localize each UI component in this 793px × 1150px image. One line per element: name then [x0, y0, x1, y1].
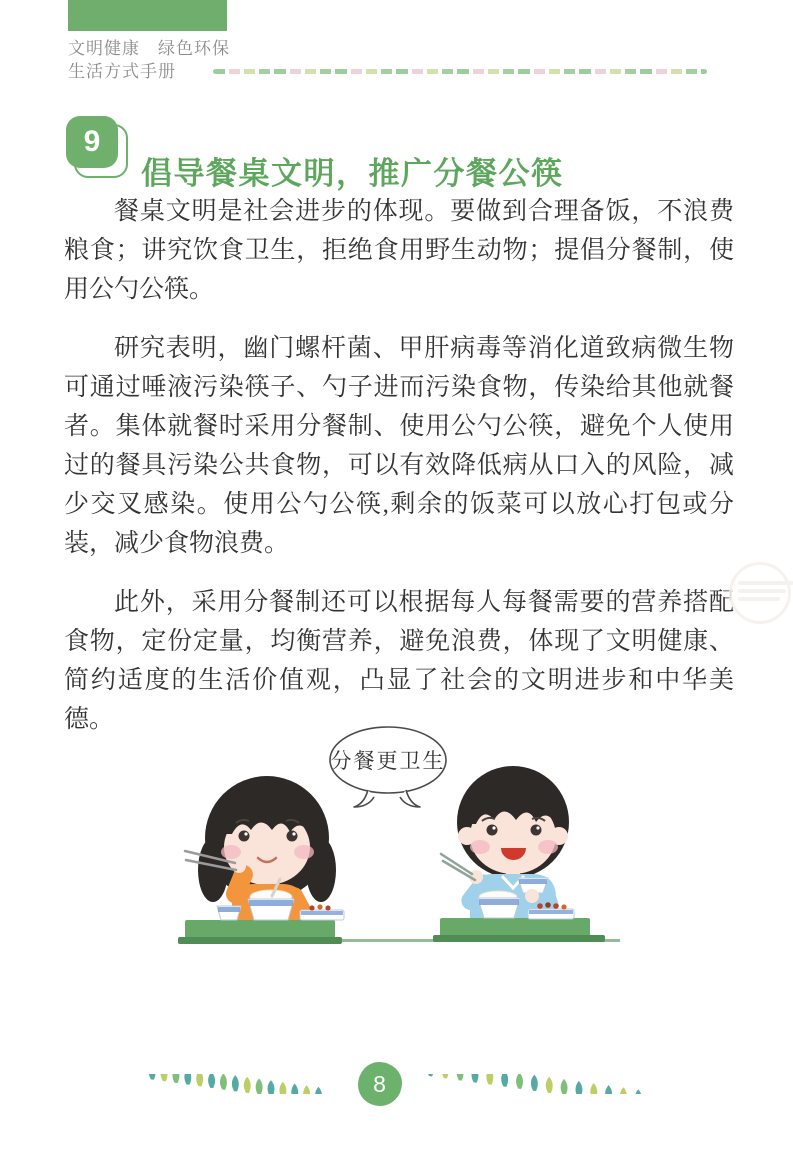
brand-color-bar [68, 0, 227, 31]
girl-eating-figure [178, 776, 344, 944]
children-dining-illustration [140, 720, 660, 976]
section-number-badge: 9 [66, 116, 118, 168]
dashed-divider [213, 69, 707, 74]
brand-line-1: 文明健康 绿色环保 [68, 39, 230, 58]
boy-eating-figure [433, 766, 605, 942]
paragraph: 研究表明，幽门螺杆菌、甲肝病毒等消化道致病微生物可通过唾液污染筷子、勺子进而污染食物，传染给其他就餐者。集体就餐时采用分餐制、使用公勺公筷，避免个人使用过的餐具污染公共食物，可以有效降低病从口入的风险，减少交叉感染。使用公勺公筷,剩余的饭菜可以放心打包或分装，减少食物浪费。 [64, 335, 734, 557]
speech-bubble-text: 分餐更卫生 [330, 749, 446, 773]
brand-line-2: 生活方式手册 [68, 62, 176, 81]
article-body [64, 192, 734, 759]
page-footer [0, 1062, 793, 1106]
paragraph: 此外，采用分餐制还可以根据每人每餐需要的营养搭配食物，定份定量，均衡营养，避免浪费，体现了文明健康、简约适度的生活价值观，凸显了社会的文明进步和中华美德。 [64, 589, 734, 733]
section-title: 倡导餐桌文明，推广分餐公筷 [141, 155, 564, 191]
paragraph: 餐桌文明是社会进步的体现。要做到合理备饭，不浪费粮食；讲究饮食卫生，拒绝食用野生动物；提倡分餐制，使用公勺公筷。 [64, 198, 734, 303]
watermark-logo [729, 562, 791, 624]
illustration-canvas [140, 720, 660, 976]
speech-bubble [330, 727, 446, 807]
leaf-divider-icon [424, 1074, 648, 1094]
brand-text [68, 37, 230, 83]
page-number-badge: 8 [358, 1062, 402, 1106]
leaf-divider-icon [146, 1074, 322, 1094]
